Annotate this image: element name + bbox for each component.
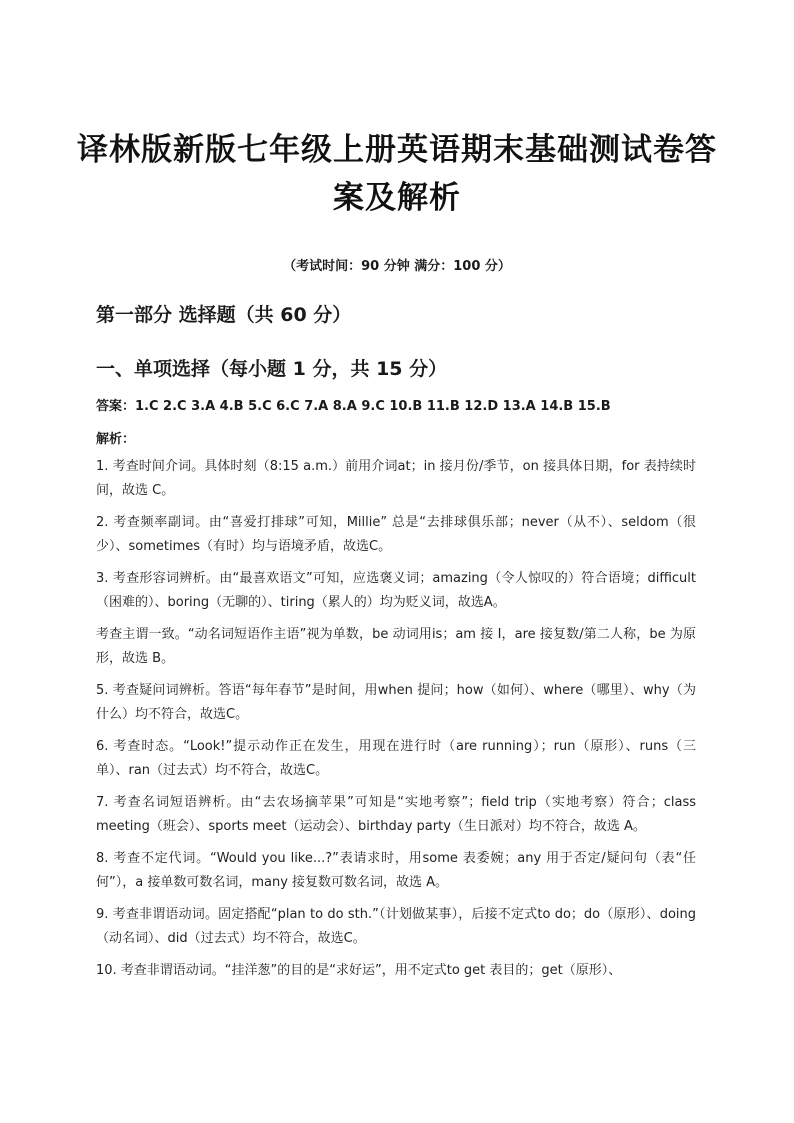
explanation-item: 6. 考查时态。“Look!”提示动作正在发生，用现在进行时（are running）；run（原形）、runs（三单）、ran（过去式）均不符合，故选C。 <box>96 739 696 778</box>
explanation-item: 考查主谓一致。“动名词短语作主语”视为单数，be 动词用is；am 接 I，are 接复数/第二人称，be 为原形，故选 B。 <box>96 627 696 666</box>
document-title-line-1: 译林版新版七年级上册英语期末基础测试卷答 <box>77 132 717 168</box>
answer-key: 答案：1.C 2.C 3.A 4.B 5.C 6.C 7.A 8.A 9.C 10.B 11.B 12.D 13.A 14.B 15.B <box>96 399 611 414</box>
explanation-list <box>96 455 696 992</box>
part-heading: 第一部分 选择题（共 60 分） <box>96 304 352 326</box>
section-heading: 一、单项选择（每小题 1 分，共 15 分） <box>96 358 448 380</box>
exam-info: （考试时间：90 分钟 满分：100 分） <box>283 259 511 274</box>
explanation-item: 2. 考查频率副词。由“喜爱打排球”可知，Millie” 总是“去排球俱乐部；never（从不）、seldom（很少）、sometimes（有时）均与语境矛盾，故选C。 <box>96 515 696 554</box>
explanation-item: 9. 考查非谓语动词。固定搭配“plan to do sth.”（计划做某事），后接不定式to do；do（原形）、doing（动名词）、did（过去式）均不符合，故选C。 <box>96 907 696 946</box>
explanation-item: 5. 考查疑问词辨析。答语“每年春节”是时间，用when 提问；how（如何）、where（哪里）、why（为什么）均不符合，故选C。 <box>96 683 696 722</box>
analysis-label: 解析： <box>96 432 136 447</box>
document-title-line-2: 案及解析 <box>333 180 461 216</box>
explanation-item: 3. 考查形容词辨析。由“最喜欢语文”可知，应选褒义词；amazing（令人惊叹的）符合语境；difficult（困难的）、boring（无聊的）、tiring（累人的）均为贬义词，故选A。 <box>96 571 696 610</box>
explanation-item: 1. 考查时间介词。具体时刻（8:15 a.m.）前用介词at；in 接月份/季节，on 接具体日期，for 表持续时间，故选 C。 <box>96 459 696 498</box>
explanation-item: 7. 考查名词短语辨析。由“去农场摘苹果”可知是“实地考察”；field trip（实地考察）符合；class meeting（班会）、sports meet（运动会）、birthday party（生日派对）均不符合，故选 A。 <box>96 795 696 834</box>
explanation-item: 10. 考查非谓语动词。“挂洋葱”的目的是“求好运”，用不定式to get 表目的；get（原形）、 <box>96 963 622 978</box>
explanation-item: 8. 考查不定代词。“Would you like...?”表请求时，用some 表委婉；any 用于否定/疑问句（表“任何”），a 接单数可数名词，many 接复数可数名词，故选 A。 <box>96 851 696 890</box>
